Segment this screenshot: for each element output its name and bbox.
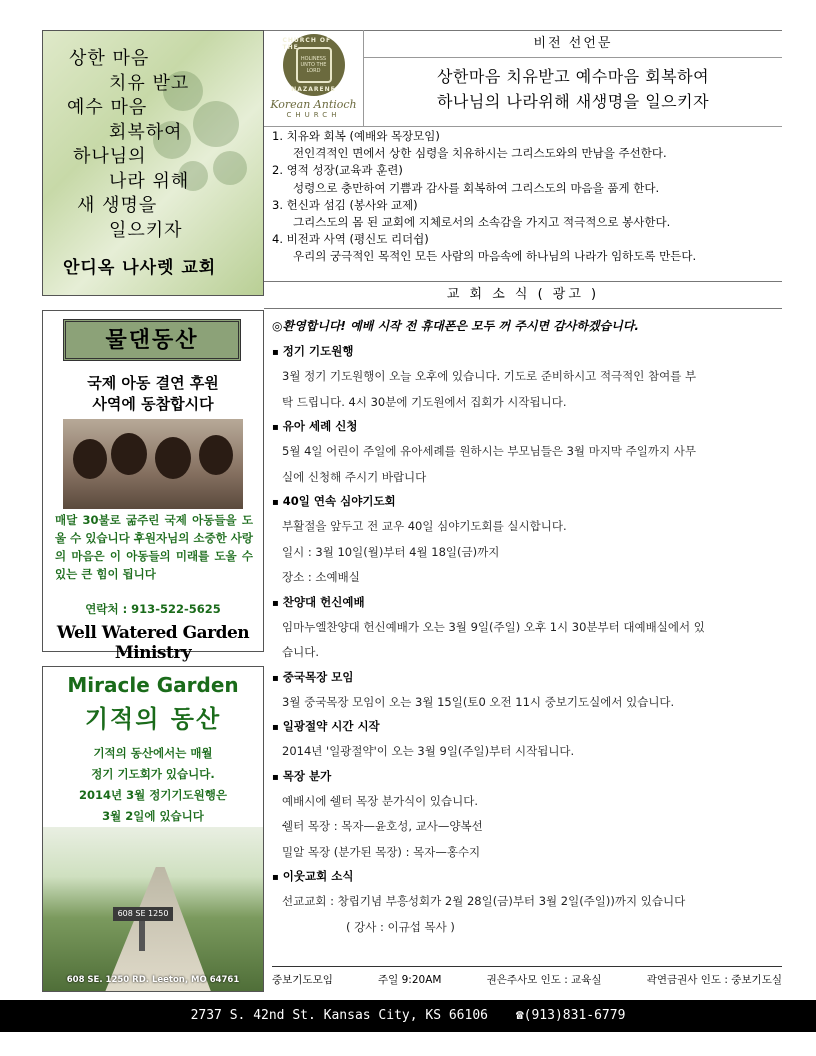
poem-line: 치유 받고	[109, 72, 190, 94]
vision-statement-line: 하나님의 나라위해 새생명을 일으키자	[436, 92, 710, 111]
news-header: 교 회 소 식 ( 광고 )	[264, 281, 782, 309]
ad1-slogan-line: 사역에 동참합시다	[92, 395, 214, 413]
seal-ring-bottom: NAZARENE	[291, 86, 336, 93]
divider	[272, 966, 782, 967]
praying-children-photo	[63, 419, 243, 509]
vision-header: 비전 선언문	[364, 30, 782, 58]
value-heading: 4. 비전과 사역 (평신도 리더쉽)	[272, 232, 429, 247]
road	[103, 867, 213, 992]
church-logo	[264, 30, 364, 126]
logo-name: Korean Antioch	[270, 98, 357, 111]
ad-well-watered-garden	[42, 310, 264, 663]
value-body: 성령으로 충만하여 기쁨과 감사를 회복하여 그리스도의 마음을 품게 한다.	[293, 180, 660, 195]
ad2-title-en: Miracle Garden	[67, 673, 239, 697]
ad1-slogan-line: 국제 아동 결연 후원	[87, 374, 219, 392]
welcome-notice: ◎환영합니다! 예배 시작 전 휴대폰은 모두 꺼 주시면 감사하겠습니다.	[272, 319, 639, 333]
news-line: 3월 정기 기도원행이 오늘 오후에 있습니다. 기도로 준비하시고 적극적인 참여를 부	[282, 369, 697, 383]
news-line: 탁 드립니다. 4시 30분에 기도원에서 집회가 시작됩니다.	[282, 394, 567, 409]
country-road-photo	[43, 827, 264, 992]
news-line: 실에 신청해 주시기 바랍니다	[282, 469, 427, 484]
ad1-body: 매달 30불로 굶주린 국제 아동들을 도울 수 있습니다 후원자님의 소중한 사랑의 마음은 이 아동들의 미래를 도울 수 있는 큰 힘이 됩니다	[55, 513, 253, 581]
poem-line: 회복하여	[109, 121, 183, 143]
news-title: ▪ 중국목장 모임	[272, 666, 782, 690]
seal-ring-top: CHURCH OF THE	[282, 37, 332, 51]
news-title: ▪ 유아 세례 신청	[272, 415, 782, 439]
church-address: 2737 S. 42nd St. Kansas City, KS 66106	[190, 1008, 488, 1023]
mailbox-post	[139, 921, 145, 951]
vision-statement-line: 상한마음 치유받고 예수마음 회복하여	[436, 67, 710, 86]
news-title: ▪ 40일 연속 심야기도회	[272, 490, 782, 514]
news-item	[272, 591, 782, 666]
news-title: ▪ 찬양대 헌신예배	[272, 591, 782, 615]
news-line: 쉘터 목장 : 목자—윤호성, 교사—양복선	[282, 819, 483, 833]
news-list	[272, 316, 782, 940]
vision-poem-panel	[42, 30, 264, 296]
vision-statement	[364, 64, 782, 114]
service-leader: 곽연금권사 인도 : 중보기도실	[646, 974, 782, 986]
news-line: 선교교회 : 창립기념 부흥성회가 2월 28일(금)부터 3월 2일(주일))까지 있습니다	[282, 894, 686, 908]
news-line: 일시 : 3월 10일(월)부터 4월 18일(금)까지	[282, 544, 500, 559]
poem-line: 나라 위해	[109, 170, 190, 192]
ad1-banner: 물댄동산	[63, 319, 241, 361]
news-line: 부활절을 앞두고 전 교우 40일 심야기도회를 실시합니다.	[282, 519, 567, 533]
news-item	[272, 865, 782, 940]
news-title: ▪ 이웃교회 소식	[272, 865, 782, 889]
value-heading: 1. 치유와 회복 (예배와 목장모임)	[272, 129, 440, 143]
news-line: 예배시에 쉘터 목장 분가식이 있습니다.	[282, 793, 479, 808]
service-times	[272, 972, 782, 987]
value-heading: 3. 헌신과 섬김 (봉사와 교제)	[272, 197, 418, 212]
ad2-body	[43, 743, 263, 827]
news-line: 장소 : 소예배실	[282, 570, 360, 584]
news-item	[272, 765, 782, 866]
core-values-list	[272, 128, 782, 266]
seal-motto: HOLINESS UNTO THE LORD	[300, 56, 327, 74]
poem-line: 상한 마음	[69, 48, 150, 69]
ad2-title-ko: 기적의 동산	[84, 705, 222, 733]
ad2-body-line: 정기 기도회가 있습니다.	[91, 767, 215, 781]
logo-church: CHURCH	[286, 111, 341, 119]
news-title: ▪ 정기 기도원행	[272, 340, 782, 364]
ad1-footer: Well Watered Garden Ministry	[56, 623, 250, 663]
ad1-contact: 연락처 : 913-522-5625	[85, 602, 221, 616]
ad1-slogan	[43, 373, 263, 415]
value-body: 그리스도의 몸 된 교회에 지체로서의 소속감을 가지고 적극적으로 봉사한다.	[293, 215, 671, 230]
poem-line: 하나님의	[73, 146, 147, 167]
poem-line: 예수 마음	[67, 97, 148, 118]
ad2-body-line: 2014년 3월 정기기도원행은	[79, 788, 227, 802]
list-item	[272, 197, 782, 231]
news-item	[272, 490, 782, 591]
divider	[264, 126, 782, 127]
value-heading: 2. 영적 성장(교육과 훈련)	[272, 163, 403, 178]
news-line: ( 강사 : 이규섭 목사 )	[346, 919, 455, 934]
poem-line: 일으키자	[109, 219, 183, 241]
news-line: 밀알 목장 (분가된 목장) : 목자—홍수지	[282, 844, 481, 859]
ad-miracle-garden	[42, 666, 264, 992]
ad2-body-line: 기적의 동산에서는 매월	[93, 746, 213, 760]
news-line: 임마누엘찬양대 헌신예배가 오는 3월 9일(주일) 오후 1시 30분부터 대예배실에서 있	[282, 619, 705, 634]
news-line: 2014년 '일광절약'이 오는 3월 9일(주일)부터 시작됩니다.	[282, 744, 575, 758]
news-item	[272, 666, 782, 716]
ad2-address: 608 SE. 1250 RD. Leeton, MO 64761	[66, 975, 240, 985]
news-title: ▪ 목장 분가	[272, 765, 782, 789]
church-phone: ☎(913)831-6779	[515, 1008, 626, 1023]
ad2-body-line: 3월 2일에 있습니다	[102, 809, 204, 823]
news-line: 3월 중국목장 모임이 오는 3월 15일(토0 오전 11시 중보기도실에서 있습니다.	[282, 694, 675, 709]
service-time: 주일 9:20AM	[378, 974, 442, 986]
church-name: 안디옥 나사렛 교회	[63, 258, 217, 278]
service-label: 중보기도모임	[272, 974, 333, 986]
footer-bar	[0, 1000, 816, 1032]
nazarene-seal-icon	[283, 34, 345, 96]
value-body: 우리의 궁극적인 목적인 모든 사람의 마음속에 하나님의 나라가 임하도록 만든다.	[293, 249, 697, 264]
news-line: 5월 4일 어린이 주일에 유아세례를 원하시는 부모님들은 3월 마지막 주일까지 사무	[282, 444, 696, 458]
news-title: ▪ 일광절약 시간 시작	[272, 715, 782, 739]
service-leader: 권은주사모 인도 : 교육실	[486, 974, 602, 986]
news-item	[272, 415, 782, 490]
news-item	[272, 340, 782, 415]
list-item	[272, 162, 782, 196]
poem-line: 새 생명을	[77, 195, 158, 216]
news-item	[272, 715, 782, 765]
list-item	[272, 231, 782, 265]
value-body: 전인격적인 면에서 상한 심령을 치유하시는 그리스도와의 만남을 주선한다.	[293, 146, 667, 161]
news-line: 습니다.	[282, 645, 319, 659]
list-item	[272, 128, 782, 162]
mailbox: 608 SE 1250	[113, 907, 173, 921]
